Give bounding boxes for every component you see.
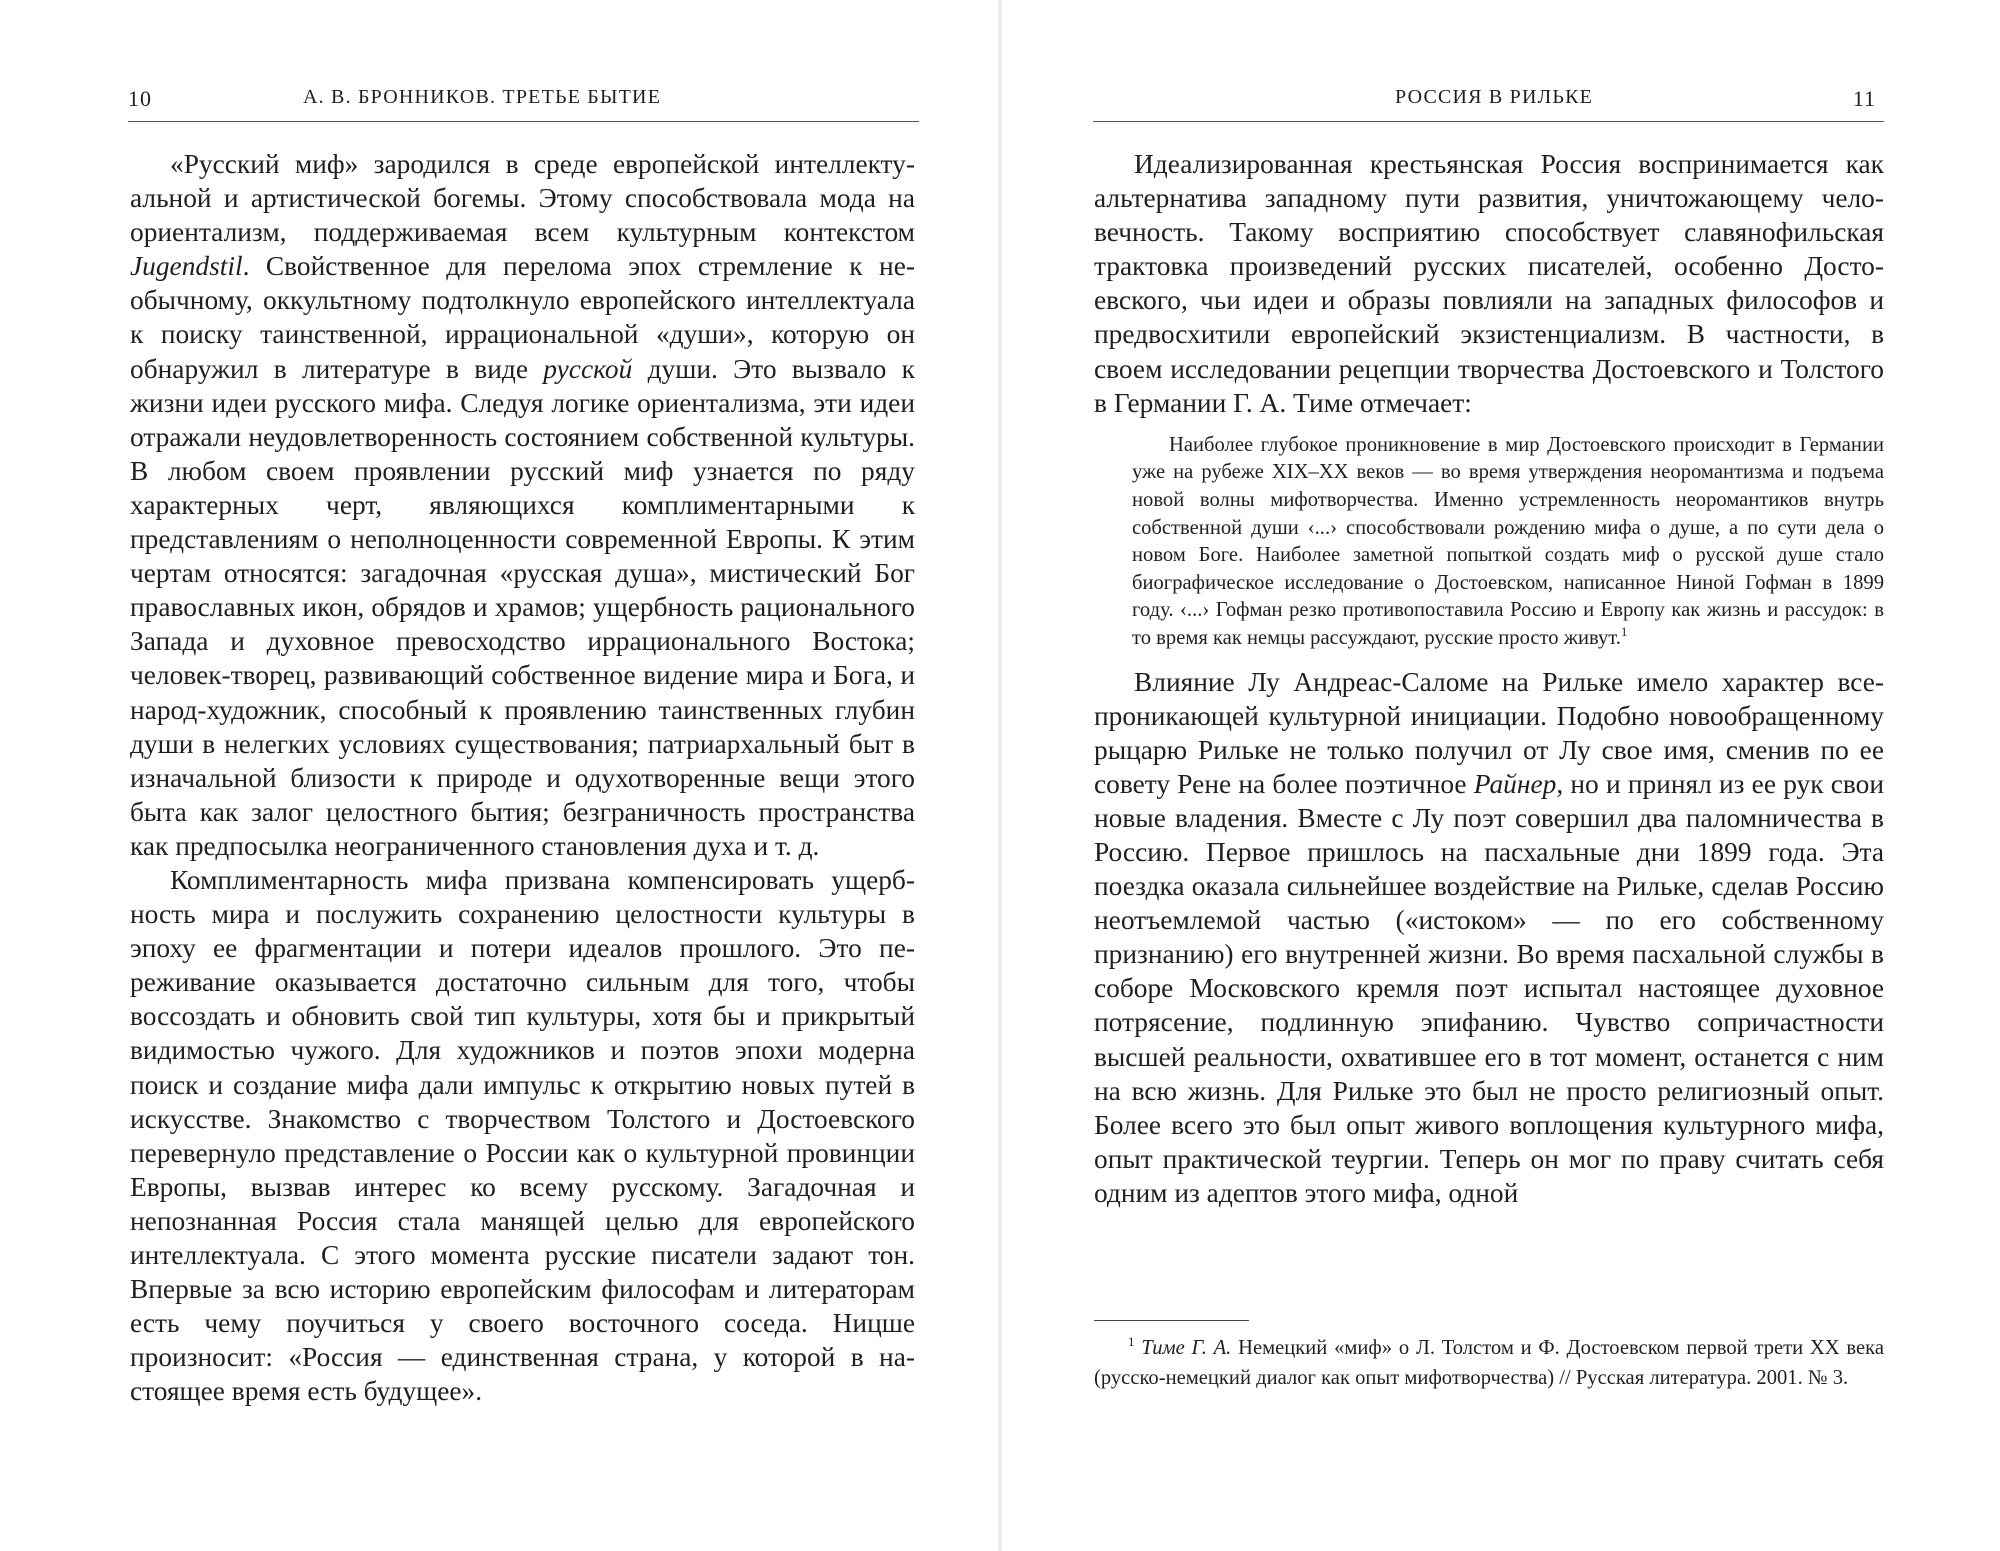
right-header-rule: [1093, 121, 1884, 122]
left-paragraph-2: Комплиментарность мифа призвана компенсировать ущербность мира и послужить сохранению целостности культуры в эпоху ее фрагментации и потери идеалов прошлого. Это переживание оказывается достаточно сильным для того, чтобы воссоздать и обновить свой тип культуры, хотя бы и прикрытый видимостью чужого. Для художников и поэтов эпохи модерна поиск и создание мифа дали импульс к открытию новых путей в искусстве. Знакомство с творчеством Толстого и Достоевского перевернуло представление о России как о культурной провинции Европы, вызвав интерес ко всему русскому. Загадочная и непознанная Россия стала манящей целью для европейского интеллектуала. С этого момента русские писатели задают тон. Впервые за всю историю европейским философам и литераторам есть чему поучиться у своего восточного соседа. Ницше произносит: «Россия — единственная страна, у которой в настоящее время есть будущее».: [130, 864, 915, 1407]
left-p1-text-a: «Русский миф» зародился в среде европейской интеллектуальной и артистической богемы. Этому способствовала мода на ориентализм, поддерживаемая всем культурным контекстом: [130, 149, 915, 248]
right-page: [1000, 0, 2000, 1551]
footnote: [1094, 1334, 1884, 1393]
left-p1-italic-jugendstil: Jugendstil: [130, 251, 243, 282]
left-body-text: [130, 147, 915, 1408]
left-page-number: 10: [128, 86, 152, 111]
footnote-rule: [1094, 1320, 1249, 1321]
left-page-header: [128, 80, 919, 120]
footnote-mark: 1: [1128, 1334, 1135, 1349]
right-paragraph-2: [1094, 665, 1884, 1211]
block-quote-text: Наиболее глубокое проникновение в мир Достоевского происходит в Германии уже на рубеже XIX–XX веков — во время утверждения неоромантизма и подъема новой волны мифотворчества. Именно устремленность неоромантиков внутрь собственной души ‹...› способствовали рождению мифа о душе, а по сути дела о новом Боге. Наиболее заметной попыткой создать миф о русской душе стало биографическое исследование о Достоевском, написанное Ниной Гофман в 1899 году. ‹...› Гофман резко противопоставила Россию и Европу как жизнь и рассудок: в то время как немцы рассуждают, русские просто живут.: [1132, 433, 1884, 649]
right-body-text: [1094, 147, 1884, 1210]
left-running-head: А. В. БРОННИКОВ. ТРЕТЬЕ БЫТИЕ: [303, 86, 662, 108]
footnote-text: Немецкий «миф» о Л. Толстом и Ф. Достоевском первой трети XX века (русско-немецкий диалог как опыт мифотворчества) // Русская литература. 2001. № 3.: [1094, 1337, 1884, 1389]
right-p2-italic-rainer: Райнер: [1473, 768, 1557, 799]
left-p1-text-b: . Свойственное для перелома эпох стремление к необычному, оккультному подтолкнуло европейского интеллектуала к поиску таинственной, иррациональной «души», которую он обнаружил в литературе в виде: [130, 251, 915, 384]
footnote-reference: 1: [1620, 623, 1628, 639]
right-p2-text-b: , но и принял из ее рук свои новые владения. Вместе с Лу поэт совершил два паломничества в Россию. Первое пришлось на пасхальные дни 1899 года. Эта поездка оказала сильнейшее воздействие на Рильке, сделав Россию неотъемлемой частью («истоком» — по его собственному признанию) его внутренней жизни. Во время пасхальной службы в соборе Московского кремля поэт испытал настоящее духовное потрясение, подлинную эпифанию. Чувство сопричастности высшей реальности, охватившее его в тот момент, останется с ним на всю жизнь. Для Рильке это был не просто религиозный опыт. Более всего это был опыт живого воплощения культурного мифа, опыт практической теургии. Теперь он мог по праву считать себя одним из адептов этого мифа, одной: [1094, 768, 1884, 1208]
left-header-rule: [128, 121, 919, 122]
right-running-head: РОССИЯ В РИЛЬКЕ: [1395, 86, 1594, 108]
left-p1-text-c: души. Это вызвало к жизни идеи русского мифа. Следуя логике ориентализма, эти идеи отражали неудовлетворенность состоянием собственной культуры. В любом своем проявлении русский миф узнается по ряду характерных черт, являющихся комплиментарными к представлениям о неполноценности современной Европы. К этим чертам относятся: загадочная «русская душа», мистический Бог православных икон, обрядов и храмов; ущербность рационального Запада и духовное превосходство иррационального Востока; человек-творец, развивающий собственное видение мира и Бога, и народ-художник, способный к проявлению таинственных глубин души в нелегких условиях существования; патриархальный быт в изначальной близости к природе и одухотворенные вещи этого быта как залог целостного бытия; безграничность пространства как предпосылка неограниченного становления духа и т. д.: [130, 353, 915, 861]
block-quote: [1132, 432, 1884, 653]
left-paragraph-1: [130, 147, 915, 863]
right-page-number: 11: [1852, 86, 1876, 111]
right-page-header: [1093, 80, 1884, 120]
footnote-author: Тиме Г. А.: [1141, 1337, 1232, 1359]
left-p1-italic-russkoy: русской: [543, 353, 633, 384]
right-p2-text-a: Влияние Лу Андреас-Саломе на Рильке имело характер всепроникающей культурной инициации. Подобно новообращенному рыцарю Рильке не только получил от Лу свое имя, сменив по ее совету Рене на более поэтичное: [1094, 666, 1884, 799]
right-paragraph-1: Идеализированная крестьянская Россия воспринимается как альтернатива западному пути развития, уничтожающему человечность. Такому восприятию способствует славянофильская трактовка произведений русских писателей, особенно Достоевского, чьи идеи и образы повлияли на западных философов и предвосхитили европейский экзистенциализм. В частности, в своем исследовании рецепции творчества Достоевского и Толстого в Германии Г. А. Тиме отмечает:: [1094, 149, 1884, 418]
